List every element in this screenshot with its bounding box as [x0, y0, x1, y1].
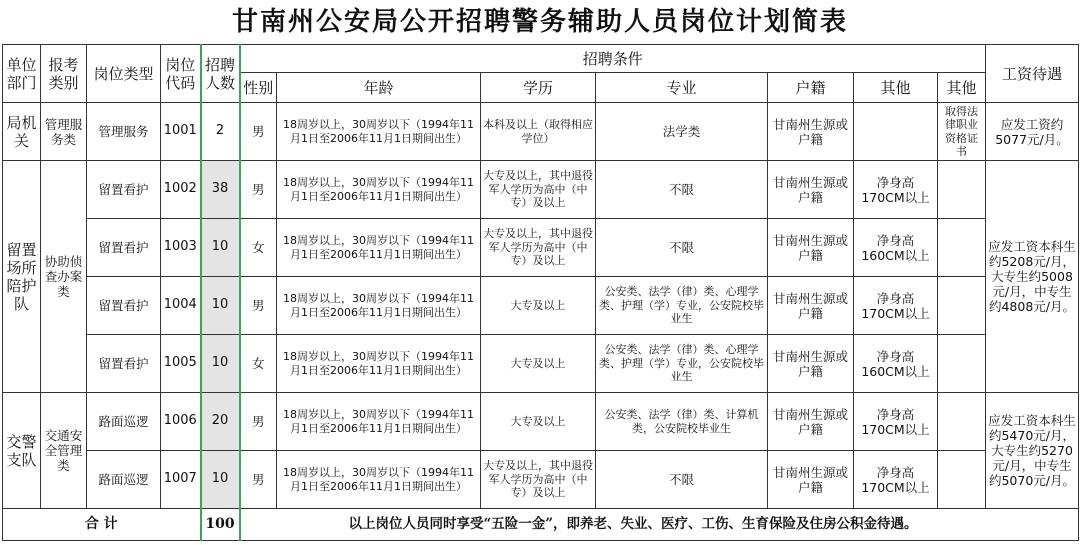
age-cell: 18周岁以上，30周岁以下（1994年11月1日至2006年11月1日期间出生）	[277, 103, 481, 161]
total-count: 100	[201, 509, 240, 541]
hukou-cell: 甘南州生源或户籍	[768, 335, 854, 393]
document-title: 甘南州公安局公开招聘警务辅助人员岗位计划简表	[231, 7, 848, 37]
other1-cell: 净身高170CM以上	[854, 277, 938, 335]
header-other-2: 其他	[938, 73, 986, 103]
count-cell: 38	[201, 161, 240, 219]
other1-cell: 净身高160CM以上	[854, 335, 938, 393]
recruitment-plan-table	[2, 44, 1079, 541]
table-row	[3, 219, 1079, 277]
count-cell: 10	[201, 335, 240, 393]
post-code-cell: 1004	[161, 277, 201, 335]
header-other-1: 其他	[854, 73, 938, 103]
major-cell: 公安类、法学（律）类、心理学类、护理（学）专业，公安院校毕业生	[596, 277, 768, 335]
post-type-cell: 路面巡逻	[87, 393, 161, 451]
post-code-cell: 1006	[161, 393, 201, 451]
major-cell: 法学类	[596, 103, 768, 161]
other2-cell	[938, 393, 986, 451]
benefits-note: 以上岗位人员同时享受“五险一金”，即养老、失业、医疗、工伤、生育保险及住房公积金待遇。	[240, 509, 1079, 541]
gender-cell: 男	[240, 451, 277, 509]
salary-cell: 应发工资本科生约5470元/月，大专生约5270元/月，中专生约5070元/月。	[986, 393, 1079, 509]
other1-cell: 净身高170CM以上	[854, 161, 938, 219]
post-type-cell: 留置看护	[87, 161, 161, 219]
post-type-cell: 留置看护	[87, 219, 161, 277]
hukou-cell: 甘南州生源或户籍	[768, 451, 854, 509]
post-type-cell: 管理服务	[87, 103, 161, 161]
header-major: 专业	[596, 73, 768, 103]
count-cell: 10	[201, 219, 240, 277]
table-row	[3, 393, 1079, 451]
count-cell: 10	[201, 277, 240, 335]
other1-cell: 净身高170CM以上	[854, 451, 938, 509]
hukou-cell: 甘南州生源或户籍	[768, 219, 854, 277]
gender-cell: 男	[240, 393, 277, 451]
age-cell: 18周岁以上，30周岁以下（1994年11月1日至2006年11月1日期间出生）	[277, 335, 481, 393]
post-code-cell: 1002	[161, 161, 201, 219]
major-cell: 不限	[596, 219, 768, 277]
hukou-cell: 甘南州生源或户籍	[768, 393, 854, 451]
post-code-cell: 1003	[161, 219, 201, 277]
category-cell: 协助侦查办案类	[41, 161, 87, 393]
major-cell: 不限	[596, 161, 768, 219]
age-cell: 18周岁以上，30周岁以下（1994年11月1日至2006年11月1日期间出生）	[277, 277, 481, 335]
hukou-cell: 甘南州生源或户籍	[768, 277, 854, 335]
header-row-1	[3, 45, 1079, 73]
other2-cell: 取得法律职业资格证书	[938, 103, 986, 161]
table-row	[3, 451, 1079, 509]
age-cell: 18周岁以上，30周岁以下（1994年11月1日至2006年11月1日期间出生）	[277, 451, 481, 509]
major-cell: 不限	[596, 451, 768, 509]
education-cell: 大专及以上，其中退役军人学历为高中（中专）及以上	[481, 219, 596, 277]
category-cell: 交通安全管理类	[41, 393, 87, 509]
post-type-cell: 路面巡逻	[87, 451, 161, 509]
post-type-cell: 留置看护	[87, 335, 161, 393]
gender-cell: 女	[240, 219, 277, 277]
salary-cell: 应发工资本科生约5208元/月，大专生约5008元/月，中专生约4808元/月。	[986, 161, 1079, 393]
other2-cell	[938, 219, 986, 277]
header-education: 学历	[481, 73, 596, 103]
category-cell: 管理服务类	[41, 103, 87, 161]
education-cell: 本科及以上（取得相应学位）	[481, 103, 596, 161]
post-code-cell: 1005	[161, 335, 201, 393]
education-cell: 大专及以上	[481, 335, 596, 393]
salary-cell: 应发工资约5077元/月。	[986, 103, 1079, 161]
hukou-cell: 甘南州生源或户籍	[768, 161, 854, 219]
post-code-cell: 1001	[161, 103, 201, 161]
header-gender: 性别	[240, 73, 277, 103]
age-cell: 18周岁以上，30周岁以下（1994年11月1日至2006年11月1日期间出生）	[277, 393, 481, 451]
count-cell: 10	[201, 451, 240, 509]
other2-cell	[938, 335, 986, 393]
other2-cell	[938, 161, 986, 219]
header-category: 报考类别	[41, 45, 87, 103]
other1-cell	[854, 103, 938, 161]
dept-cell: 局机关	[3, 103, 41, 161]
header-salary: 工资待遇	[986, 45, 1079, 103]
header-conditions: 招聘条件	[240, 45, 986, 73]
other2-cell	[938, 451, 986, 509]
header-post-code: 岗位代码	[161, 45, 201, 103]
count-cell: 20	[201, 393, 240, 451]
post-type-cell: 留置看护	[87, 277, 161, 335]
total-label: 合 计	[3, 509, 201, 541]
count-cell: 2	[201, 103, 240, 161]
table-row	[3, 335, 1079, 393]
major-cell: 公安类、法学（律）类、计算机类，公安院校毕业生	[596, 393, 768, 451]
dept-cell: 留置场所陪护队	[3, 161, 41, 393]
education-cell: 大专及以上，其中退役军人学历为高中（中专）及以上	[481, 161, 596, 219]
education-cell: 大专及以上	[481, 393, 596, 451]
education-cell: 大专及以上，其中退役军人学历为高中（中专）及以上	[481, 451, 596, 509]
dept-cell: 交警支队	[3, 393, 41, 509]
hukou-cell: 甘南州生源或户籍	[768, 103, 854, 161]
gender-cell: 男	[240, 103, 277, 161]
gender-cell: 女	[240, 335, 277, 393]
education-cell: 大专及以上	[481, 277, 596, 335]
gender-cell: 男	[240, 161, 277, 219]
table-row	[3, 161, 1079, 219]
other1-cell: 净身高160CM以上	[854, 219, 938, 277]
header-post-type: 岗位类型	[87, 45, 161, 103]
header-age: 年龄	[277, 73, 481, 103]
header-count: 招聘人数	[201, 45, 240, 103]
other1-cell: 净身高170CM以上	[854, 393, 938, 451]
header-hukou: 户籍	[768, 73, 854, 103]
age-cell: 18周岁以上，30周岁以下（1994年11月1日至2006年11月1日期间出生）	[277, 161, 481, 219]
header-dept: 单位部门	[3, 45, 41, 103]
post-code-cell: 1007	[161, 451, 201, 509]
gender-cell: 男	[240, 277, 277, 335]
table-row	[3, 277, 1079, 335]
other2-cell	[938, 277, 986, 335]
total-row	[3, 509, 1079, 541]
table-row	[3, 103, 1079, 161]
major-cell: 公安类、法学（律）类、心理学类、护理（学）专业，公安院校毕业生	[596, 335, 768, 393]
age-cell: 18周岁以上，30周岁以下（1994年11月1日至2006年11月1日期间出生）	[277, 219, 481, 277]
